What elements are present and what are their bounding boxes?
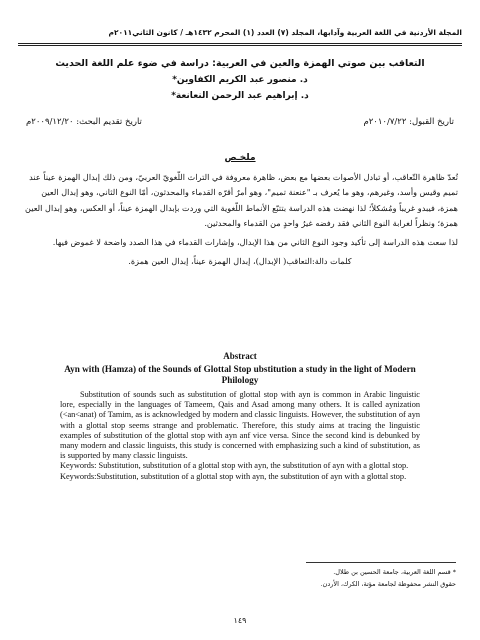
keywords-en: Keywords: Substitution, substitution of a glottal stop with ayn, the substitution of ayn with a glottal stop. xyxy=(60,461,409,471)
submitted-date: تاريخ تقديم البحث: ٢٠٠٩/١٢/٢٠م xyxy=(26,117,142,127)
footnotes xyxy=(40,566,456,590)
header-divider xyxy=(18,43,462,44)
footnote-divider xyxy=(306,562,456,563)
abstract-ar-heading: ملخـص xyxy=(224,153,256,163)
footnote-affiliation: * قسم اللغة العربية، جامعة الحسين بن طلال. xyxy=(333,568,456,576)
page-number: ١٤٩ xyxy=(233,616,247,625)
accepted-date: تاريخ القبول: ٢٠١٠/٧/٢٢م xyxy=(363,117,454,127)
keywords-ar: كلمات دالة:التعاقب( الإبدال)، إبدال الهمزة عيناً، إبدال العين همزة. xyxy=(128,256,352,267)
header-divider-secondary xyxy=(18,45,462,46)
footnote-copyright: حقوق النشر محفوظة لجامعة مؤتة، الكرك، الأردن. xyxy=(320,580,456,588)
journal-header: المجلة الأردنية في اللغة العربية وآدابها، المجلد (٧) العدد (١) المحرم ١٤٣٢هـ / كانون الثاني٢٠١١م xyxy=(108,28,462,37)
abstract-en-heading: Abstract xyxy=(223,351,257,361)
abstract-ar-paragraph: لذا سعت هذه الدراسة إلى تأكيد وجود النوع الثاني من هذا الإبدال، وإشارات القدماء في هذا الصدد واضحة لا غموض فيها. xyxy=(52,237,458,248)
abstract-en-paragraph: Substitution of sounds such as substitution of glottal stop with ayn is common in Arabic linguistic lore, especially in the languages of Tameem, Qais and Asad among many others. It is called aynization (<an<anat) of Tamim, as is acknowledged by modern and classic linguists. However, the substitution of ayn with a glottal stop seems strange and problematic. Therefore, this study aims at tracing the linguistic examples of substitution of the glottal stop with ayn anf vice versa. Since the second kind is debunked by many modern and classic linguists, this study is concerned with emphasizing such a kind of substitution, as is supported by many classic linguists. xyxy=(60,390,420,461)
author-2: د. إبراهيم عبد الرحمن النعانعة* xyxy=(171,91,309,101)
article-title-ar: التعاقب بين صوتي الهمزة والعين في العربية: دراسة في ضوء علم اللغة الحديث xyxy=(55,58,425,69)
article-title-en: Ayn with (Hamza) of the Sounds of Glottal Stop ubstitution a study in the light of Modern Philology xyxy=(64,364,416,385)
author-1: د. منصور عبد الكريم الكفاوين* xyxy=(172,75,308,85)
abstract-ar xyxy=(22,170,458,270)
abstract-en xyxy=(60,390,420,482)
title-block xyxy=(40,58,440,101)
submission-dates xyxy=(26,117,454,127)
keywords-en-alt: Keywords:Substitution, substitution of a glottal stop with ayn, the substitution of ayn with a glottal stop. xyxy=(60,471,407,481)
abstract-ar-paragraph: تُعدّ ظاهرة التّعاقب، أو تبادل الأصوات بعضها مع بعض، ظاهرة معروفة في التراث اللّغويّ العربيّ، ومن ذلك إبدال الهمزة عيناً عند تميم وقيس وأسد، وغيرهم، وهو ما يُعرف بـ "عنعنة تميم"، وهو أمرٌ أقرّه القدماء والمحدثون، أمّا النوع الثاني، وهو إبدال العين همزة، فيبدو غريباً ومُشكلاً؛ لذا نهضت هذه الدراسة بتتبّع الأنماط اللّغوية التي وردت بإبدال الهمزة عيناً، أو العكس، وهو إبدال العين همزة؛ ونظراً لغرابة النوع الثاني فقد رفضه غيرُ واحدٍ من القدماء والمحدثين. xyxy=(25,172,458,228)
